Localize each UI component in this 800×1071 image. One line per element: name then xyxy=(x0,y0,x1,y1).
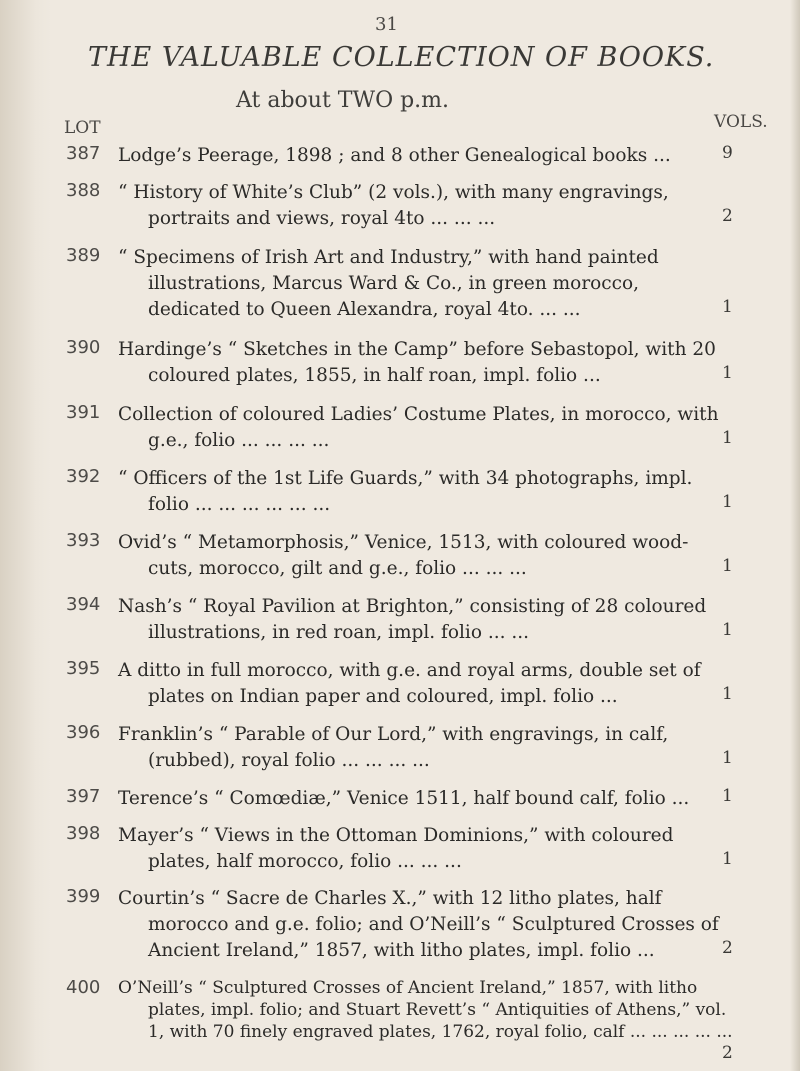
lot-vols: 2 xyxy=(722,1043,733,1063)
lot-description: “ Specimens of Irish Art and Industry,” with hand painted illustrations, Marcus Ward & Co., in green morocco, dedicated to Queen Alexandra, royal 4to. ... ... xyxy=(118,247,659,320)
lot-number: 388 xyxy=(66,180,101,201)
lot-number: 392 xyxy=(66,466,101,487)
page-number: 31 xyxy=(375,14,398,35)
lot-vols: 9 xyxy=(722,143,733,163)
right-page-edge xyxy=(790,0,800,1071)
lot-vols: 1 xyxy=(722,786,733,806)
left-page-edge xyxy=(0,0,52,1071)
lot-description: Collection of coloured Ladies’ Costume Plates, in morocco, with g.e., folio ... ... ... ... xyxy=(118,404,719,451)
lot-description: Terence’s “ Comœdiæ,” Venice 1511, half bound calf, folio ... xyxy=(118,788,690,809)
lot-number: 387 xyxy=(66,143,101,164)
vols-column-header: VOLS. xyxy=(714,112,768,132)
lot-number: 390 xyxy=(66,337,101,358)
lot-description: Lodge’s Peerage, 1898 ; and 8 other Genealogical books ... xyxy=(118,145,671,166)
lot-description: Franklin’s “ Parable of Our Lord,” with engravings, in calf, (rubbed), royal folio ... ... ... ... xyxy=(118,724,669,771)
lot-description: Hardinge’s “ Sketches in the Camp” before Sebastopol, with 20 coloured plates, 1855, in half roan, impl. folio ... xyxy=(118,339,716,386)
lot-number: 397 xyxy=(66,786,101,807)
lot-vols: 1 xyxy=(722,297,733,317)
lot-vols: 1 xyxy=(722,556,733,576)
lot-number: 398 xyxy=(66,823,101,844)
lot-vols: 1 xyxy=(722,748,733,768)
lot-number: 391 xyxy=(66,402,101,423)
lot-description: “ Officers of the 1st Life Guards,” with 34 photographs, impl. folio ... ... ... ... ... ... xyxy=(118,468,693,515)
lot-description: Nash’s “ Royal Pavilion at Brighton,” consisting of 28 coloured illustrations, in red roan, impl. folio ... ... xyxy=(118,596,707,643)
lot-description: Courtin’s “ Sacre de Charles X.,” with 12 litho plates, half morocco and g.e. folio; and O’Neill’s “ Sculptured Crosses of Ancient Ireland,” 1857, with litho plates, impl. folio ... xyxy=(118,888,719,961)
lot-vols: 1 xyxy=(722,492,733,512)
lot-vols: 1 xyxy=(722,849,733,869)
lot-description: “ History of White’s Club” (2 vols.), with many engravings, portraits and views, royal 4to ... ... ... xyxy=(118,182,669,229)
lot-number: 393 xyxy=(66,530,101,551)
lot-vols: 1 xyxy=(722,428,733,448)
lot-description: Mayer’s “ Views in the Ottoman Dominions,” with coloured plates, half morocco, folio ... ... ... xyxy=(118,825,674,872)
lot-number: 395 xyxy=(66,658,101,679)
lot-number: 394 xyxy=(66,594,101,615)
lot-number: 400 xyxy=(66,977,101,998)
lot-description: O’Neill’s “ Sculptured Crosses of Ancient Ireland,” 1857, with litho plates, impl. folio; and Stuart Revett’s “ Antiquities of Athens,” vol. 1, with 70 finely engraved plates, 1762, royal folio, calf ... ... ... ... ... xyxy=(118,978,733,1042)
lot-number: 399 xyxy=(66,886,101,907)
lot-vols: 1 xyxy=(722,620,733,640)
lot-number: 396 xyxy=(66,722,101,743)
lot-vols: 2 xyxy=(722,938,733,958)
lot-vols: 1 xyxy=(722,363,733,383)
lot-column-header: LOT xyxy=(64,118,101,138)
lot-number: 389 xyxy=(66,245,101,266)
lot-description: Ovid’s “ Metamorphosis,” Venice, 1513, with coloured wood-cuts, morocco, gilt and g.e., folio ... ... ... xyxy=(118,532,689,579)
lot-vols: 2 xyxy=(722,206,733,226)
lot-vols: 1 xyxy=(722,684,733,704)
page-subtitle: At about TWO p.m. xyxy=(236,88,450,113)
page-title: THE VALUABLE COLLECTION OF BOOKS. xyxy=(88,42,715,73)
lot-description: A ditto in full morocco, with g.e. and royal arms, double set of plates on Indian paper and coloured, impl. folio ... xyxy=(118,660,701,707)
